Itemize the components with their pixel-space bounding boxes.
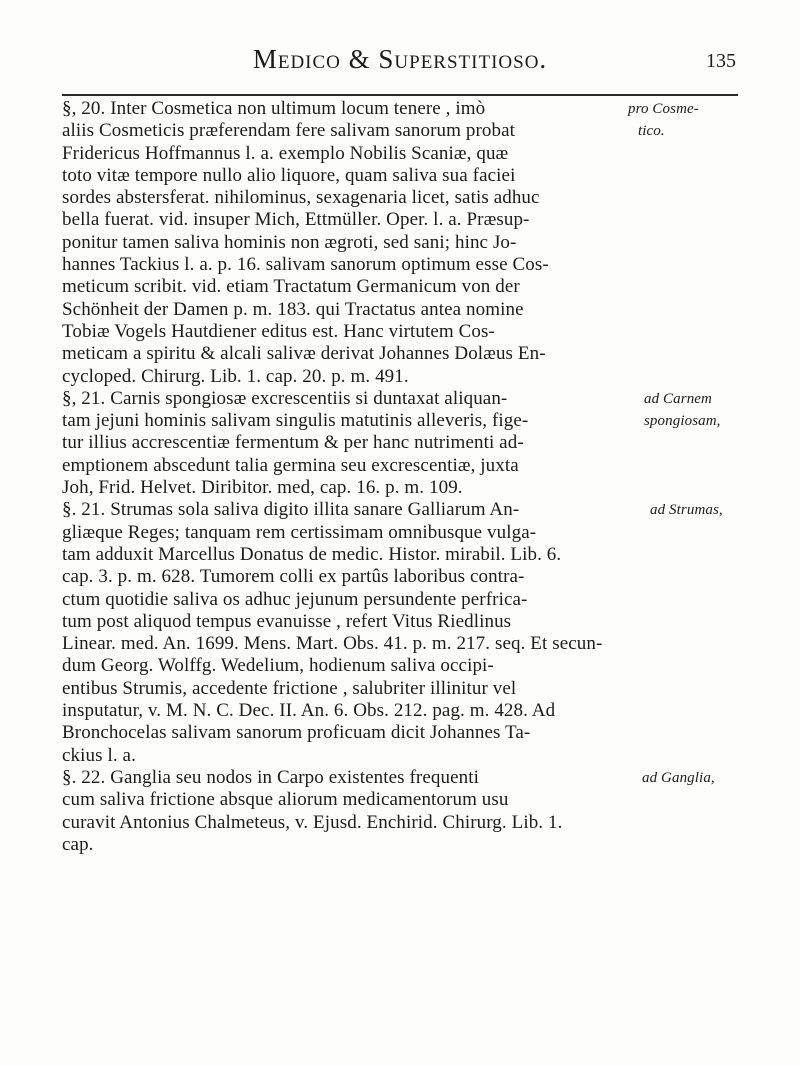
line-text: Linear. med. An. 1699. Mens. Mart. Obs. 41. p. m. 217. seq. Et secun-	[62, 633, 603, 655]
line-text: entibus Strumis, accedente frictione , salubriter illinitur vel	[62, 677, 517, 699]
text-line	[62, 722, 762, 744]
text-line	[62, 789, 762, 811]
line-text: cum saliva frictione absque aliorum medicamentorum usu	[62, 789, 509, 811]
text-line	[62, 276, 762, 298]
text-line	[62, 633, 762, 655]
text-line	[62, 165, 762, 187]
line-text: aliis Cosmeticis præferendam fere salivam sanorum probat	[62, 120, 516, 142]
text-line	[62, 477, 762, 499]
text-line	[62, 366, 762, 388]
line-text: ponitur tamen saliva hominis non ægroti, sed sani; hinc Jo-	[62, 231, 517, 253]
text-line	[62, 834, 762, 856]
line-text: §. 21. Strumas sola saliva digito illita sanare Galliarum An-	[62, 499, 520, 521]
line-text: dum Georg. Wolffg. Wedelium, hodienum saliva occipi-	[62, 655, 494, 677]
text-line	[62, 232, 762, 254]
line-text: cap. 3. p. m. 628. Tumorem colli ex partûs laboribus contra-	[62, 566, 525, 588]
text-line	[62, 812, 762, 834]
text-line	[62, 655, 762, 677]
text-line	[62, 499, 762, 521]
text-line	[62, 432, 762, 454]
margin-note: ad Carnem	[644, 390, 712, 407]
line-text: tam jejuni hominis salivam singulis matutinis alleveris, fige-	[62, 410, 529, 432]
line-text: insputatur, v. M. N. C. Dec. II. An. 6. Obs. 212. pag. m. 428. Ad	[62, 700, 556, 722]
line-text: Tobiæ Vogels Hautdiener editus est. Hanc virtutem Cos-	[62, 320, 495, 342]
line-text: bella fuerat. vid. insuper Mich, Ettmüller. Oper. l. a. Præsup-	[62, 209, 530, 231]
line-text: curavit Antonius Chalmeteus, v. Ejusd. Enchirid. Chirurg. Lib. 1.	[62, 811, 563, 833]
margin-note: spongiosam,	[644, 413, 721, 430]
line-text: meticum scribit. vid. etiam Tractatum Germanicum von der	[62, 276, 520, 298]
text-line	[62, 410, 762, 432]
line-text: cycloped. Chirurg. Lib. 1. cap. 20. p. m. 491.	[62, 365, 409, 387]
text-line	[62, 120, 762, 142]
text-line	[62, 544, 762, 566]
line-text: §, 21. Carnis spongiosæ excrescentiis si duntaxat aliquan-	[62, 387, 508, 409]
line-text: ctum quotidie saliva os adhuc jejunum persundente perfrica-	[62, 588, 528, 610]
line-text: meticam a spiritu & alcali salivæ derivat Johannes Dolæus En-	[62, 343, 546, 365]
margin-note: ad Ganglia,	[642, 769, 715, 786]
header-rule	[62, 94, 738, 96]
text-line	[62, 678, 762, 700]
line-text: tur illius accrescentiæ fermentum & per hanc nutrimenti ad-	[62, 432, 524, 454]
running-title: Medico & Superstitioso.	[252, 44, 548, 74]
line-text: hannes Tackius l. a. p. 16. salivam sanorum optimum esse Cos-	[62, 254, 549, 276]
margin-note: pro Cosme-	[628, 101, 699, 117]
line-text: sordes abstersferat. nihilominus, sexagenaria licet, satis adhuc	[62, 187, 540, 209]
text-line	[62, 143, 762, 165]
text-line	[62, 254, 762, 276]
text-line	[62, 611, 762, 633]
text-line	[62, 700, 762, 722]
line-text: ckius l. a.	[62, 744, 136, 766]
running-head	[140, 44, 740, 84]
text-line	[62, 566, 762, 588]
text-line	[62, 455, 762, 477]
margin-note: tico.	[638, 123, 665, 140]
line-text: gliæque Reges; tanquam rem certissimam omnibusque vulga-	[62, 521, 537, 543]
text-line	[62, 522, 762, 544]
text-line	[62, 343, 762, 365]
text-line	[62, 745, 762, 767]
line-text: Fridericus Hoffmannus l. a. exemplo Nobilis Scaniæ, quæ	[62, 142, 509, 164]
body-text	[62, 98, 762, 856]
text-line	[62, 299, 762, 321]
text-line	[62, 321, 762, 343]
line-text: Bronchocelas salivam sanorum proficuam dicit Johannes Ta-	[62, 722, 531, 744]
line-text: cap.	[62, 833, 94, 855]
text-line	[62, 589, 762, 611]
text-line	[62, 388, 762, 410]
line-text: tum post aliquod tempus evanuisse , refert Vitus Riedlinus	[62, 610, 512, 632]
text-line	[62, 98, 762, 120]
line-text: §, 20. Inter Cosmetica non ultimum locum tenere , imò	[62, 98, 486, 119]
line-text: tam adduxit Marcellus Donatus de medic. Histor. mirabil. Lib. 6.	[62, 543, 562, 565]
text-line	[62, 209, 762, 231]
line-text: emptionem abscedunt talia germina seu excrescentiæ, juxta	[62, 454, 519, 476]
line-text: toto vitæ tempore nullo alio liquore, quam saliva sua faciei	[62, 164, 516, 186]
line-text: Joh, Frid. Helvet. Diribitor. med, cap. 16. p. m. 109.	[62, 477, 463, 499]
margin-note: ad Strumas,	[650, 502, 723, 519]
line-text: Schönheit der Damen p. m. 183. qui Tractatus antea nomine	[62, 298, 524, 320]
text-line	[62, 187, 762, 209]
line-text: §. 22. Ganglia seu nodos in Carpo existentes frequenti	[62, 766, 479, 788]
page-number: 135	[706, 50, 736, 72]
text-line	[62, 767, 762, 789]
